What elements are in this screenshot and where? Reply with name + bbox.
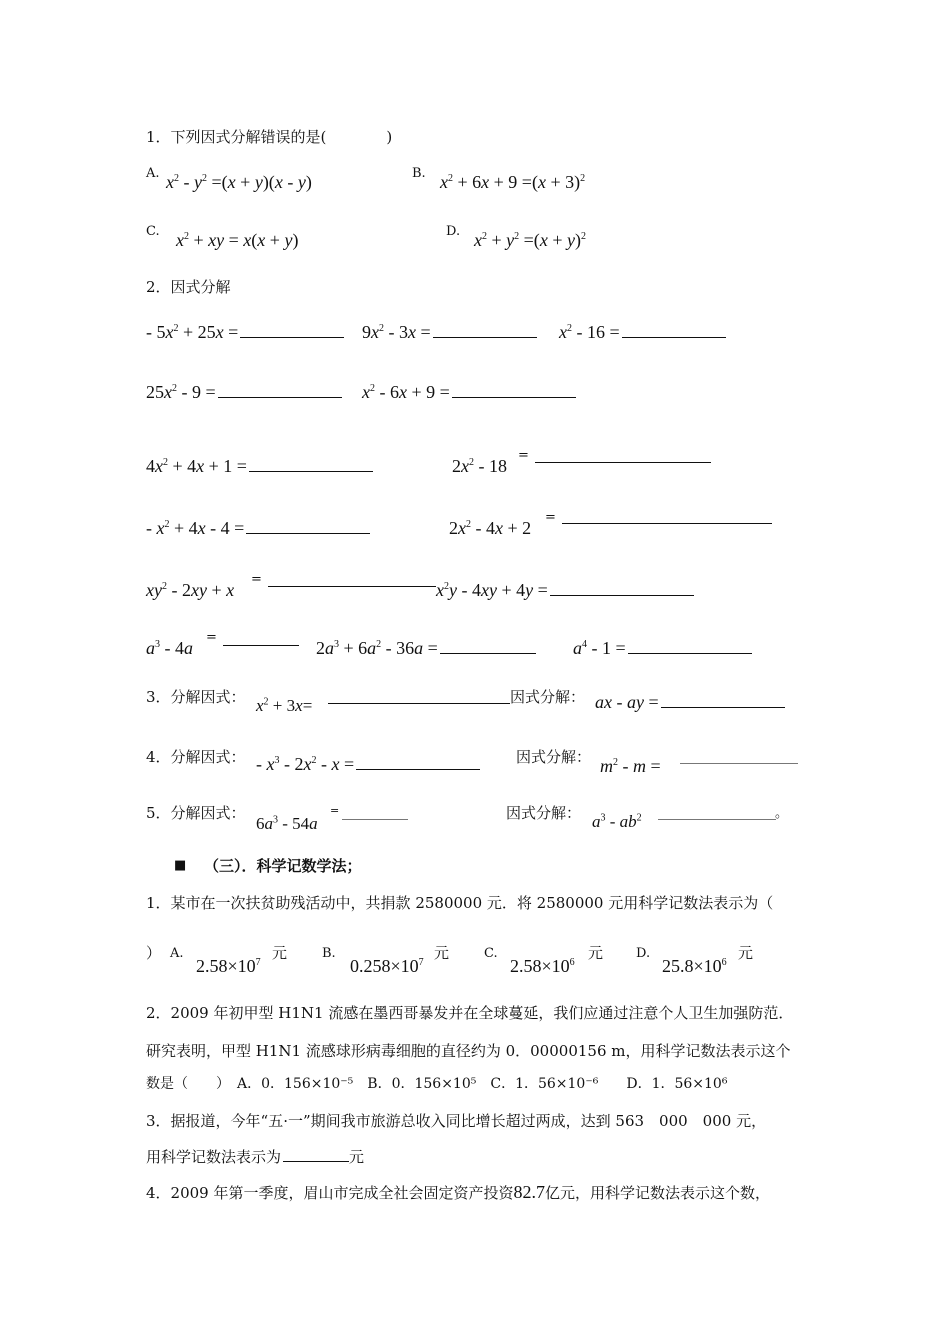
answer-blank[interactable] [628, 652, 752, 654]
answer-blank[interactable] [246, 532, 370, 534]
s3-prefix: 用科学记数法表示为 [146, 1148, 282, 1166]
q1-option-b-label: B. [412, 166, 426, 181]
s1-option-a-value: $2.58\times 10^7$ [196, 956, 261, 976]
q2-expr-5: $x^2 - 6x + 9$ = [362, 382, 576, 404]
s1-option-d-label: D. [636, 946, 651, 961]
answer-blank[interactable] [342, 818, 408, 820]
q2-expr-14: $a^4 - 1$ = [573, 638, 752, 660]
q2-expr-8: - $x^2 + 4x - 4$ = [146, 518, 370, 540]
s4-value: 82.7 [513, 1182, 545, 1202]
s3-line-2 [146, 1148, 364, 1166]
q5-expr-1: $6a^3 - 54a$ [256, 814, 318, 833]
q2-expr-3: $x^2 - 16$ = [559, 322, 726, 344]
answer-blank[interactable] [680, 762, 798, 764]
equals-sign: = [206, 630, 217, 645]
q3-label-2: 因式分解： [510, 688, 586, 706]
answer-blank[interactable] [622, 336, 726, 338]
answer-blank[interactable] [440, 652, 536, 654]
q4-expr-1: - $x^3 - 2x^2$ - x = [256, 754, 480, 776]
q5-end: 。 [775, 806, 789, 821]
q5-label: 5．分解因式： [146, 804, 246, 822]
answer-blank[interactable] [356, 768, 480, 770]
q4-expr-2: $m^2$ - m = [600, 756, 661, 776]
q1-option-d-formula: $x^2 + y^2 =(x + y)^2$ [474, 230, 586, 250]
q2-expr-4: $25x^2 - 9$ = [146, 382, 342, 404]
s1-close: ） [146, 944, 162, 962]
s3-unit: 元 [349, 1148, 365, 1166]
q3-label: 3．分解因式： [146, 688, 246, 706]
q2-expr-1: - $5x^2 + 25x$ = [146, 322, 344, 344]
s2-line-2: 研究表明，甲型 H1N1 流感球形病毒细胞的直径约为 0．00000156 m，用科学记数法表示这个 [146, 1042, 791, 1060]
q2-expr-13: $2a^3 + 6a^2 - 36a$ = [316, 638, 536, 660]
q1-option-a-label: A. [146, 166, 160, 181]
answer-blank[interactable] [661, 706, 785, 708]
q4-label: 4．分解因式： [146, 748, 246, 766]
s4-suffix: 亿元，用科学记数法表示这个数， [545, 1184, 771, 1202]
s2-line-1: 2．2009 年初甲型 H1N1 流感在墨西哥暴发并在全球蔓延，我们应通过注意个人卫生加强防范． [146, 1004, 794, 1022]
equals-sign: = [330, 804, 340, 817]
q2-expr-7: $2x^2 - 18$ [452, 456, 507, 476]
s4-prefix: 4．2009 年第一季度，眉山市完成全社会固定资产投资 [146, 1184, 514, 1202]
answer-blank[interactable] [283, 1160, 349, 1162]
q1-option-d-label: D. [446, 224, 461, 239]
answer-blank[interactable] [562, 522, 772, 524]
q5-label-2: 因式分解： [506, 804, 582, 822]
answer-blank[interactable] [249, 470, 373, 472]
q4-label-2: 因式分解： [516, 748, 592, 766]
s3-line-1: 3．据报道，今年“五·一”期间我市旅游总收入同比增长超过两成，达到 563 000 000 元， [146, 1112, 767, 1130]
answer-blank[interactable] [452, 396, 576, 398]
answer-blank[interactable] [268, 585, 436, 587]
equals-sign: = [518, 448, 529, 463]
q2-expr-9: $2x^2 - 4x + 2$ [449, 518, 532, 538]
s1-option-c-value: $2.58\times 10^6$ [510, 956, 575, 976]
s4-line-1 [146, 1182, 770, 1204]
equals-sign: = [251, 572, 262, 587]
q2-stem: 2．因式分解 [146, 278, 231, 296]
q1-option-b-formula: $x^2 + 6x + 9 =(x + 3)^2$ [440, 172, 586, 192]
q1-option-c-label: C. [146, 224, 160, 239]
q2-expr-2: $9x^2 - 3x$ = [362, 322, 537, 344]
q1-stem: 1．下列因式分解错误的是( ) [146, 128, 393, 146]
q1-option-a-formula: $x^2 - y^2 =(x + y)(x - y)$ [166, 172, 312, 192]
s1-option-b-label: B. [322, 946, 336, 961]
section-title: （三）．科学记数学法； [204, 857, 362, 875]
s1-option-d-value: $25.8\times 10^6$ [662, 956, 727, 976]
answer-blank[interactable] [658, 818, 776, 820]
section-bullet: ■ [174, 858, 187, 873]
answer-blank[interactable] [223, 644, 299, 646]
answer-blank[interactable] [433, 336, 537, 338]
q2-expr-12: $a^3 - 4a$ [146, 638, 193, 658]
s1-option-b-unit: 元 [434, 944, 450, 962]
answer-blank[interactable] [328, 702, 510, 704]
q2-expr-10: $xy^2 - 2xy + x$ [146, 580, 235, 600]
equals-sign: = [545, 510, 556, 525]
q3-expr-2: ax - ay = [595, 692, 785, 714]
q2-expr-6: $4x^2 + 4x + 1$ = [146, 456, 373, 478]
answer-blank[interactable] [550, 594, 694, 596]
s1-option-a-unit: 元 [272, 944, 288, 962]
answer-blank[interactable] [535, 461, 711, 463]
answer-blank[interactable] [240, 336, 344, 338]
s2-line-3: 数是（ ） A．0．156×10⁻⁵ B．0．156×10⁵ C．1．56×10⁻⁶ D．1．56×10⁶ [146, 1076, 728, 1092]
q3-expr-1: $x^2 + 3x=$ [256, 696, 313, 715]
s1-option-b-value: $0.258\times 10^7$ [350, 956, 424, 976]
s1-option-c-unit: 元 [588, 944, 604, 962]
q5-expr-2: $a^3 - ab^2$ [592, 812, 642, 831]
s1-stem: 1．某市在一次扶贫助残活动中，共捐款 2580000 元．将 2580000 元用科学记数法表示为（ [146, 894, 774, 912]
s1-option-a-label: A. [170, 946, 184, 961]
s1-option-d-unit: 元 [738, 944, 754, 962]
q2-expr-11: $x^2y - 4xy + 4y$ = [436, 580, 694, 602]
s1-option-c-label: C. [484, 946, 498, 961]
answer-blank[interactable] [218, 396, 342, 398]
q1-option-c-formula: $x^2$ + xy = x(x + y) [176, 230, 299, 250]
